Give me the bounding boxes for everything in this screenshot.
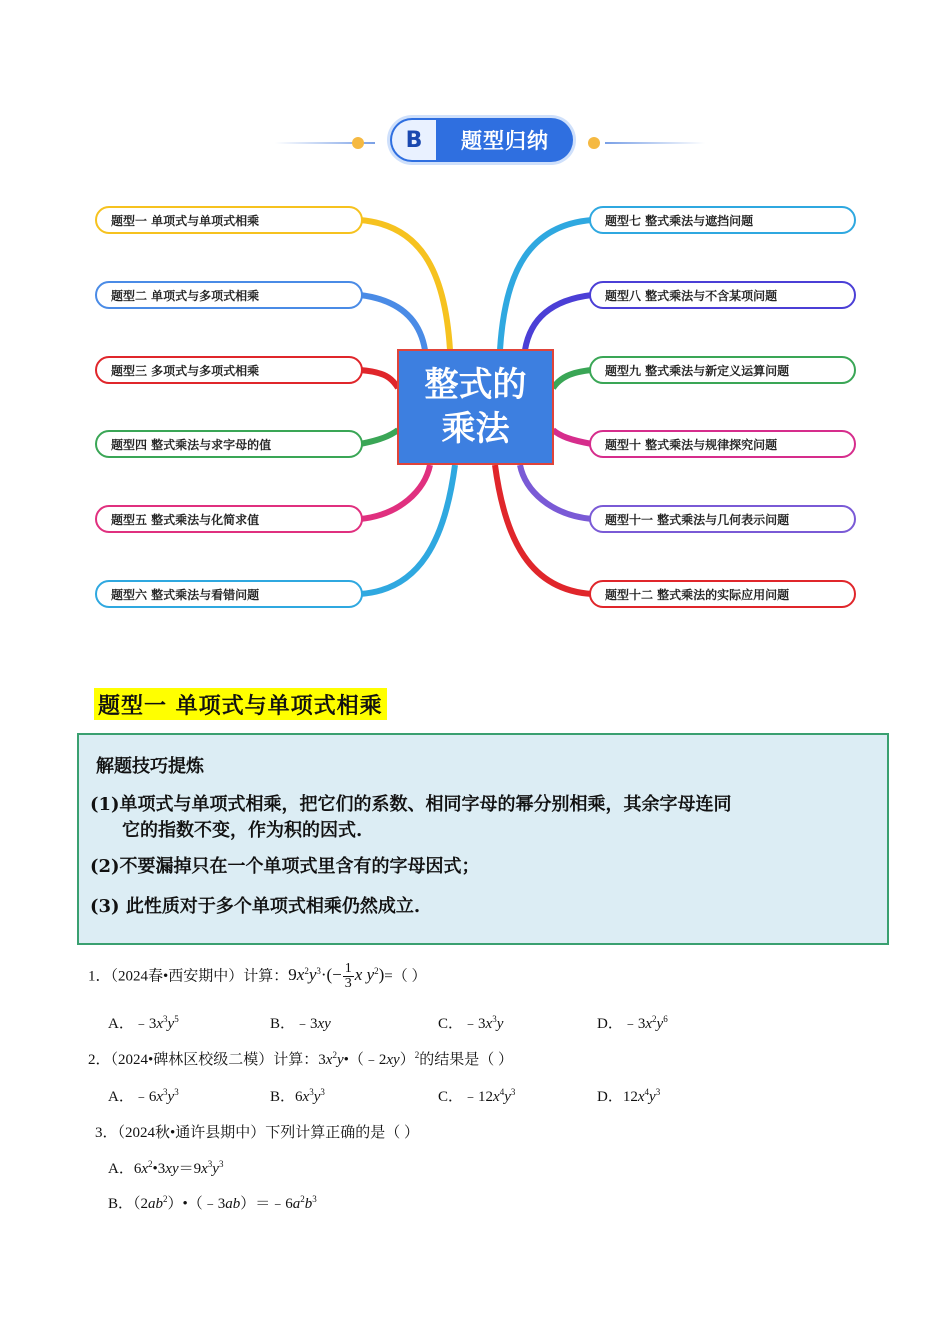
question-1-stem: 1．（2024春•西安期中）计算： [88, 968, 289, 985]
connector-right-6 [495, 465, 592, 594]
connector-left-1 [360, 220, 450, 350]
mindmap-center-line-2: 乘法 [441, 409, 510, 449]
connector-right-4 [553, 430, 592, 444]
connector-left-4 [360, 430, 398, 444]
connector-right-2 [525, 295, 592, 350]
question-2 [88, 1048, 513, 1069]
mindmap-node-left-3: 题型三 多项式与多项式相乘 [95, 356, 363, 384]
question-2-expr: $3x^2y•(﹣2xy)^2$ [318, 1050, 420, 1068]
q1-option-a[interactable]: A．$﹣3x^3y^5$ [108, 1014, 179, 1032]
mindmap-node-left-5: 题型五 整式乘法与化简求值 [95, 505, 363, 533]
connector-left-6 [360, 465, 455, 594]
mindmap-node-right-6: 题型十二 整式乘法的实际应用问题 [589, 580, 856, 608]
mindmap-node-left-6: 题型六 整式乘法与看错问题 [95, 580, 363, 608]
mindmap-node-right-5: 题型十一 整式乘法与几何表示问题 [589, 505, 856, 533]
mindmap-node-right-4: 题型十 整式乘法与规律探究问题 [589, 430, 856, 458]
question-1-tail: =（ ） [384, 968, 427, 985]
tip-3: (3) 此性质对于多个单项式相乘仍然成立. [90, 896, 421, 917]
mindmap-node-left-4: 题型四 整式乘法与求字母的值 [95, 430, 363, 458]
mindmap-connectors [0, 0, 950, 640]
mindmap-node-right-1: 题型七 整式乘法与遮挡问题 [589, 206, 856, 234]
q3-option-b[interactable]: B．$(2ab^2)•(﹣3ab)=﹣6a^2b^3$ [108, 1194, 317, 1212]
tip-1-cont: 它的指数不变，作为积的因式. [122, 820, 363, 841]
mindmap-node-right-3: 题型九 整式乘法与新定义运算问题 [589, 356, 856, 384]
tip-1: (1)单项式与单项式相乘，把它们的系数、相同字母的幂分别相乘，其余字母连同 [90, 794, 732, 815]
q2-option-d[interactable]: D．$12x^4y^3$ [597, 1087, 661, 1105]
question-2-stem: 2．（2024•碑林区校级二模）计算： [88, 1052, 319, 1068]
connector-left-2 [360, 295, 425, 350]
q2-option-c[interactable]: C．$﹣12x^4y^3$ [438, 1087, 516, 1105]
fraction-one-third: $\frac{1}{3}$ [344, 961, 352, 991]
connector-right-3 [553, 370, 592, 388]
q1-option-c[interactable]: C．$﹣3x^3y$ [438, 1014, 504, 1032]
section-title: 题型一 单项式与单项式相乘 [94, 688, 387, 720]
tip-2: (2)不要漏掉只在一个单项式里含有的字母因式； [90, 856, 480, 877]
connector-left-5 [360, 465, 430, 519]
mindmap-node-right-2: 题型八 整式乘法与不含某项问题 [589, 281, 856, 309]
connector-right-1 [500, 220, 592, 350]
mindmap-node-left-1: 题型一 单项式与单项式相乘 [95, 206, 363, 234]
connector-left-3 [360, 370, 398, 388]
q1-option-b[interactable]: B．﹣3xy [270, 1016, 331, 1032]
question-3: 3．（2024秋•通许县期中）下列计算正确的是（ ） [95, 1125, 420, 1141]
mindmap-center [397, 349, 554, 465]
q3-option-a[interactable]: A．$6x^2•3xy=9x^3y^3$ [108, 1159, 224, 1177]
q2-option-b[interactable]: B．$6x^3y^3$ [270, 1087, 325, 1105]
question-1-expr: $9x^2y^3\cdot(-$ $\frac{1}{3}$ x $y^2$) [288, 961, 385, 991]
tips-title: 解题技巧提炼 [96, 756, 204, 777]
mindmap-center-line-1: 整式的 [424, 365, 527, 405]
q1-option-d[interactable]: D．$﹣3x^2y^6$ [597, 1014, 668, 1032]
q2-option-a[interactable]: A．$﹣6x^3y^3$ [108, 1087, 179, 1105]
question-1 [88, 962, 427, 991]
mindmap-node-left-2: 题型二 单项式与多项式相乘 [95, 281, 363, 309]
banner-title: 题型归纳 [461, 129, 549, 153]
banner-letter: B [392, 120, 436, 160]
question-2-tail: 的结果是（ ） [419, 1052, 513, 1068]
connector-right-5 [520, 465, 592, 519]
